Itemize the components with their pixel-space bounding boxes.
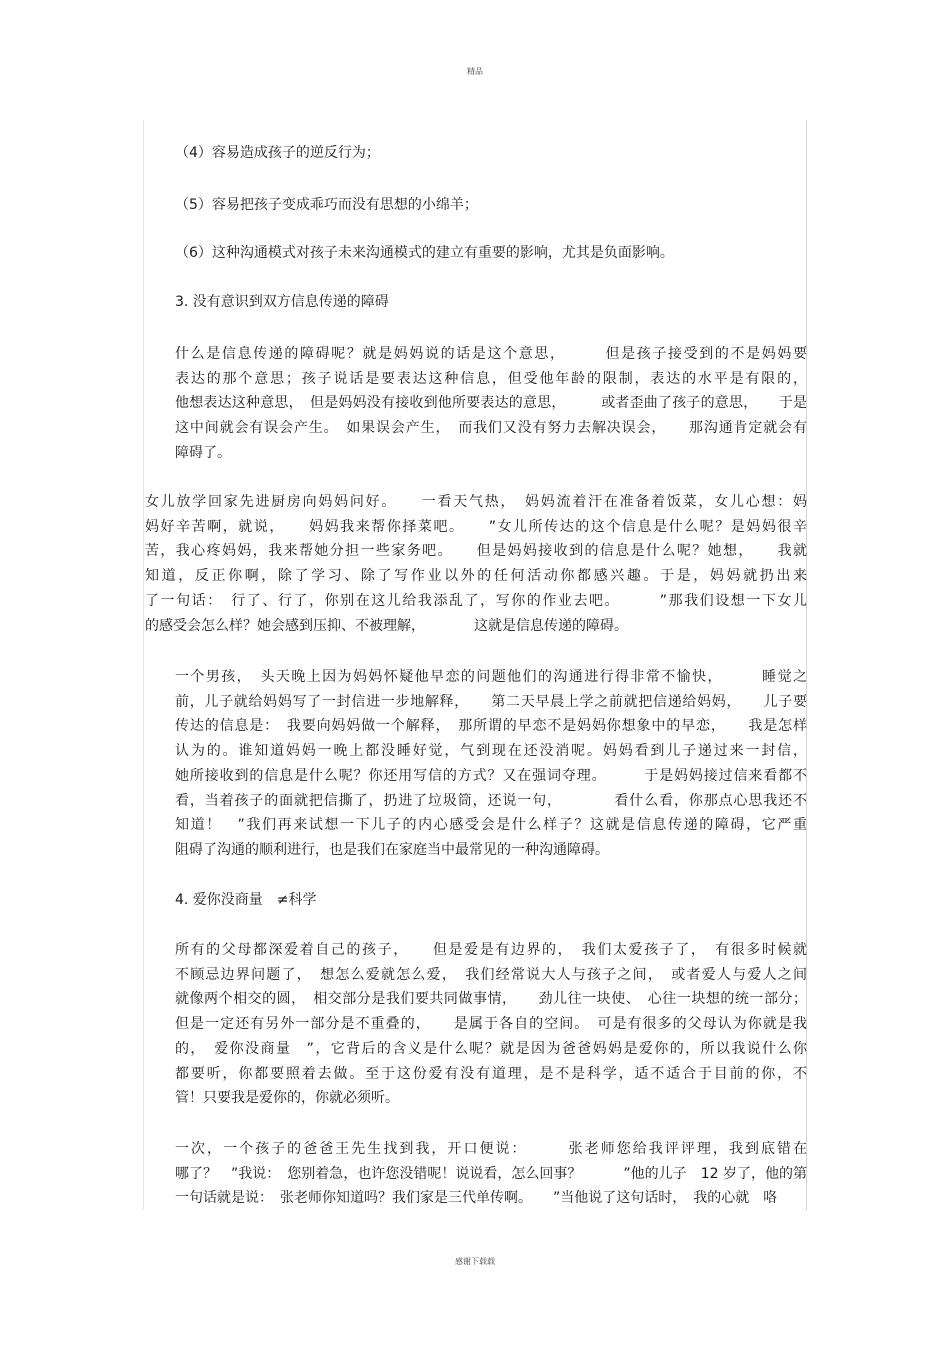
text-line: 什么是信息传递的障碍呢？就是妈妈说的话是这个意思， 但是孩子接受到的不是妈妈要 [175, 346, 807, 362]
text-line: 了一句话： 行了、行了，你别在这儿给我添乱了，写你的作业去吧。 ”那我们设想一下女儿 [145, 592, 807, 609]
text-line: （4）容易造成孩子的逆反行为； [175, 145, 380, 161]
text-line: 女儿放学回家先进厨房向妈妈问好。 一看天气热， 妈妈流着汗在准备着饭菜，女儿心想：妈 [145, 494, 807, 510]
left-margin-line [143, 120, 144, 1210]
text-line: 表达的那个意思；孩子说话是要表达这种信息，但受他年龄的限制，表达的水平是有限的， [175, 370, 807, 387]
text-line: 所有的父母都深爱着自己的孩子， 但是爱是有边界的， 我们太爱孩子了， 有很多时候就 [175, 942, 807, 958]
text-line: 的， 爱你没商量 ”，它背后的含义是什么呢？就是因为爸爸妈妈是爱你的，所以我说什么你 [175, 1040, 807, 1057]
text-line: 就像两个相交的圆， 相交部分是我们要共同做事情， 劲儿往一块使、 心往一块想的统一部分； [175, 991, 807, 1008]
text-line: 阻碍了沟通的顺利进行，也是我们在家庭当中最常见的一种沟通障碍。 [175, 841, 609, 858]
text-line: 4. 爱你没商量 ≠科学 [175, 892, 317, 908]
text-line: 都要听，你都要照着去做。至于这份爱有没有道理，是不是科学，适不适合于目前的你，不 [175, 1065, 807, 1082]
text-line: 一个男孩， 头天晚上因为妈妈怀疑他早恋的问题他们的沟通进行得非常不愉快， 睡觉之 [175, 669, 807, 685]
text-line: 这中间就会有误会产生。 如果误会产生， 而我们又没有努力去解决误会， 那沟通肯定就会有 [175, 420, 807, 437]
text-line: 但是一定还有另外一部分是不重叠的， 是属于各自的空间。 可是有很多的父母认为你就是我 [175, 1016, 807, 1033]
text-line: 3. 没有意识到双方信息传递的障碍 [175, 294, 389, 310]
text-line: 传达的信息是： 我要向妈妈做一个解释， 那所谓的早恋不是妈妈你想象中的早恋， 我是怎样 [175, 718, 807, 735]
text-line: 不顾忌边界问题了， 想怎么爱就怎么爱， 我们经常说大人与孩子之间， 或者爱人与爱人之间 [175, 966, 807, 983]
text-line: 管！只要我是爱你的，你就必须听。 [175, 1090, 399, 1107]
text-line: 看，当着孩子的面就把信撕了，扔进了垃圾筒，还说一句， 看什么看，你那点心思我还不 [175, 792, 807, 809]
text-line: 一次，一个孩子的爸爸王先生找到我，开口便说： 张老师您给我评评理，我到底错在 [175, 1141, 807, 1157]
text-line: 障碍了。 [175, 444, 231, 461]
text-line: 哪了？ ”我说： 您别着急，也许您没错呢！说说看，怎么回事？ ”他的儿子 12 岁了，他的第 [175, 1165, 807, 1182]
page-footer: 感谢下载载 [455, 1257, 495, 1266]
text-line: 前，儿子就给妈妈写了一封信进一步地解释， 第二天早晨上学之前就把信递给妈妈， 儿子要 [175, 693, 807, 710]
text-line: 他想表达这种意思， 但是妈妈没有接收到他所要表达的意思， 或者歪曲了孩子的意思， 于是 [175, 395, 807, 412]
text-line: 苦，我心疼妈妈，我来帮她分担一些家务吧。 但是妈妈接收到的信息是什么呢？她想， 我就 [145, 543, 807, 560]
text-line: （6）这种沟通模式对孩子未来沟通模式的建立有重要的影响，尤其是负面影响。 [175, 245, 674, 261]
text-line: 认为的。谁知道妈妈一晚上都没睡好觉，气到现在还没消呢。妈妈看到儿子递过来一封信， [175, 743, 807, 760]
text-line: 妈好辛苦啊，就说， 妈妈我来帮你择菜吧。 ”女儿所传达的这个信息是什么呢？是妈妈很辛 [145, 518, 807, 535]
text-line: 一句话就是说： 张老师你知道吗？我们家是三代单传啊。 ”当他说了这句话时， 我的心就 咯 [175, 1190, 778, 1207]
text-line: 她所接收到的信息是什么呢？你还用写信的方式？又在强词夺理。 于是妈妈接过信来看都不 [175, 767, 807, 784]
text-line: 知道！ ”我们再来试想一下儿子的内心感受会是什么样子？这就是信息传递的障碍，它严重 [175, 817, 807, 834]
text-line: 的感受会怎么样？她会感到压抑、不被理解， 这就是信息传递的障碍。 [145, 617, 628, 634]
text-line: 知道，反正你啊，除了学习、除了写作业以外的任何活动你都感兴趣。于是，妈妈就扔出来 [145, 568, 807, 585]
page-header: 精品 [467, 67, 483, 76]
text-line: （5）容易把孩子变成乖巧而没有思想的小绵羊； [175, 197, 478, 213]
